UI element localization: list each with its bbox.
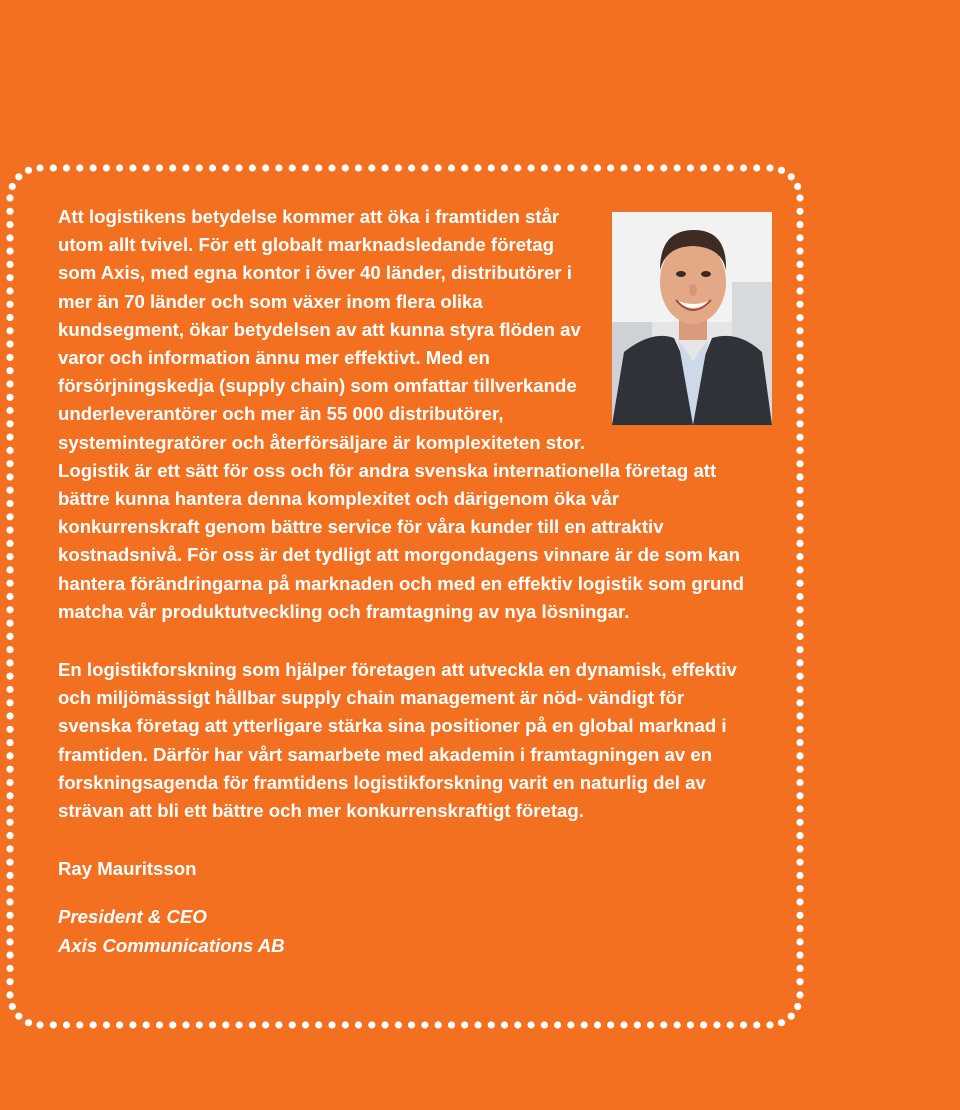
border-dot [143, 164, 150, 171]
border-dot [6, 354, 13, 361]
border-dot [501, 1021, 508, 1028]
border-dot [6, 314, 13, 321]
border-dot [6, 287, 13, 294]
border-dot [6, 859, 13, 866]
border-dot [796, 460, 803, 467]
border-dot [796, 739, 803, 746]
border-dot [554, 164, 561, 171]
border-dot [6, 620, 13, 627]
border-dot [6, 460, 13, 467]
border-dot [567, 1021, 574, 1028]
border-dot [528, 164, 535, 171]
border-dot [713, 164, 720, 171]
border-dot [796, 991, 803, 998]
border-dot [474, 164, 481, 171]
border-dot [6, 566, 13, 573]
letter-body [58, 203, 748, 960]
border-dot [25, 167, 32, 174]
border-dot [395, 1021, 402, 1028]
border-dot [448, 164, 455, 171]
border-dot [209, 164, 216, 171]
border-dot [607, 164, 614, 171]
border-dot [6, 978, 13, 985]
border-dot [6, 420, 13, 427]
border-dot [182, 1021, 189, 1028]
border-dot [796, 261, 803, 268]
border-dot [796, 407, 803, 414]
border-dot [50, 164, 57, 171]
border-dot [796, 527, 803, 534]
border-dot [567, 164, 574, 171]
border-dot [474, 1021, 481, 1028]
border-dot [796, 606, 803, 613]
border-dot [6, 952, 13, 959]
border-dot [103, 164, 110, 171]
border-dot [116, 1021, 123, 1028]
border-dot [607, 1021, 614, 1028]
border-dot [581, 1021, 588, 1028]
border-dot [796, 898, 803, 905]
border-dot [196, 164, 203, 171]
border-dot [796, 394, 803, 401]
border-dot [727, 164, 734, 171]
border-dot [796, 221, 803, 228]
border-dot [788, 1013, 795, 1020]
border-dot [342, 164, 349, 171]
border-dot [182, 164, 189, 171]
border-dot [50, 1021, 57, 1028]
border-dot [674, 164, 681, 171]
border-dot [6, 527, 13, 534]
border-dot [368, 1021, 375, 1028]
border-dot [796, 553, 803, 560]
border-dot [796, 566, 803, 573]
border-dot [382, 1021, 389, 1028]
border-dot [796, 925, 803, 932]
border-dot [222, 164, 229, 171]
border-dot [796, 434, 803, 441]
border-dot [90, 164, 97, 171]
border-dot [9, 1003, 16, 1010]
border-dot [6, 991, 13, 998]
border-dot [6, 261, 13, 268]
border-dot [796, 673, 803, 680]
border-dot [796, 500, 803, 507]
border-dot [289, 1021, 296, 1028]
border-dot [355, 1021, 362, 1028]
border-dot [368, 164, 375, 171]
border-dot [6, 686, 13, 693]
border-dot [796, 805, 803, 812]
paragraph-1: Att logistikens betydelse kommer att öka i framtiden står utom allt tvivel. För ett globalt marknadsledande företag som Axis, med egna kontor i över 40 länder, distributörer i mer än 70 länder och som växer inom flera olika kundsegment, ökar betydelsen av att kunna styra flöden av varor och information ännu mer effektivt. Med en försörjningskedja (supply chain) som omfattar tillverkande underleverantörer och mer än 55 000 distributörer, systemintegratörer och återförsäljare är komplexiteten stor. Logistik är ett sätt för oss och för andra svenska internationella företag att bättre kunna hantera denna komplexitet och därigenom öka vår konkurrenskraft genom bättre service för våra kunder till en attraktiv kostnadsnivå. För oss är det tydligt att morgondagens vinnare är de som kan hantera förändringarna på marknaden och med en effektiv logistik som grund matcha vår produktutveckling och framtagning av nya lösningar. [58, 206, 745, 622]
border-dot [129, 1021, 136, 1028]
border-dot [25, 1019, 32, 1026]
border-dot [209, 1021, 216, 1028]
border-dot [794, 1003, 801, 1010]
border-dot [647, 164, 654, 171]
border-dot [796, 620, 803, 627]
border-dot [700, 164, 707, 171]
border-dot [796, 845, 803, 852]
border-dot [6, 766, 13, 773]
border-dot [796, 513, 803, 520]
border-dot [796, 766, 803, 773]
border-dot [796, 367, 803, 374]
border-dot [796, 859, 803, 866]
border-dot [9, 183, 16, 190]
border-dot [796, 779, 803, 786]
border-dot [76, 1021, 83, 1028]
border-dot [488, 164, 495, 171]
border-dot [796, 327, 803, 334]
border-dot [796, 978, 803, 985]
border-dot [796, 208, 803, 215]
border-dot [796, 473, 803, 480]
border-dot [620, 164, 627, 171]
border-dot [753, 164, 760, 171]
border-dot [634, 164, 641, 171]
border-dot [541, 164, 548, 171]
border-dot [249, 164, 256, 171]
border-dot [541, 1021, 548, 1028]
border-dot [6, 726, 13, 733]
border-dot [6, 367, 13, 374]
border-dot [6, 553, 13, 560]
border-dot [169, 1021, 176, 1028]
border-dot [6, 699, 13, 706]
border-dot [778, 167, 785, 174]
border-dot [6, 659, 13, 666]
border-dot [328, 164, 335, 171]
border-dot [315, 164, 322, 171]
border-dot [6, 327, 13, 334]
border-dot [727, 1021, 734, 1028]
border-dot [6, 712, 13, 719]
border-dot [435, 1021, 442, 1028]
border-dot [6, 633, 13, 640]
border-dot [169, 164, 176, 171]
border-dot [6, 832, 13, 839]
border-dot [6, 739, 13, 746]
border-dot [660, 1021, 667, 1028]
border-dot [796, 593, 803, 600]
border-dot [660, 164, 667, 171]
border-dot [6, 898, 13, 905]
border-dot [796, 965, 803, 972]
border-dot [796, 819, 803, 826]
border-dot [6, 487, 13, 494]
border-dot [6, 646, 13, 653]
border-dot [76, 164, 83, 171]
border-dot [15, 173, 22, 180]
border-dot [302, 1021, 309, 1028]
border-dot [6, 912, 13, 919]
border-dot [6, 301, 13, 308]
signature-company: Axis Communications AB [58, 934, 285, 956]
border-dot [6, 394, 13, 401]
border-dot [796, 580, 803, 587]
border-dot [262, 164, 269, 171]
border-dot [6, 885, 13, 892]
border-dot [620, 1021, 627, 1028]
signature-title: President & CEO [58, 906, 207, 928]
border-dot [6, 513, 13, 520]
border-dot [796, 699, 803, 706]
border-dot [6, 434, 13, 441]
border-dot [421, 164, 428, 171]
border-dot [156, 164, 163, 171]
border-dot [461, 164, 468, 171]
border-dot [6, 473, 13, 480]
border-dot [408, 164, 415, 171]
border-dot [116, 164, 123, 171]
border-dot [408, 1021, 415, 1028]
border-dot [6, 341, 13, 348]
border-dot [796, 659, 803, 666]
border-dot [796, 540, 803, 547]
border-dot [796, 752, 803, 759]
border-dot [796, 447, 803, 454]
border-dot [103, 1021, 110, 1028]
border-dot [342, 1021, 349, 1028]
border-dot [6, 938, 13, 945]
border-dot [156, 1021, 163, 1028]
border-dot [302, 164, 309, 171]
border-dot [796, 938, 803, 945]
border-dot [788, 173, 795, 180]
border-dot [488, 1021, 495, 1028]
border-dot [6, 819, 13, 826]
border-dot [249, 1021, 256, 1028]
border-dot [766, 164, 773, 171]
signature-name: Ray Mauritsson [58, 858, 197, 880]
border-dot [6, 221, 13, 228]
border-dot [36, 164, 43, 171]
border-dot [6, 194, 13, 201]
border-dot [796, 274, 803, 281]
border-dot [634, 1021, 641, 1028]
border-dot [594, 164, 601, 171]
border-dot [753, 1021, 760, 1028]
border-dot [328, 1021, 335, 1028]
border-dot [6, 407, 13, 414]
border-dot [528, 1021, 535, 1028]
border-dot [514, 1021, 521, 1028]
border-dot [796, 686, 803, 693]
border-dot [129, 164, 136, 171]
border-dot [6, 606, 13, 613]
border-dot [796, 287, 803, 294]
border-dot [236, 164, 243, 171]
border-dot [6, 540, 13, 547]
border-dot [6, 752, 13, 759]
border-dot [395, 164, 402, 171]
border-dot [6, 234, 13, 241]
border-dot [262, 1021, 269, 1028]
border-dot [236, 1021, 243, 1028]
border-dot [6, 447, 13, 454]
border-dot [796, 354, 803, 361]
border-dot [63, 164, 70, 171]
border-dot [90, 1021, 97, 1028]
border-dot [581, 164, 588, 171]
border-dot [6, 779, 13, 786]
border-dot [6, 500, 13, 507]
border-dot [222, 1021, 229, 1028]
border-dot [766, 1021, 773, 1028]
paragraph-2: En logistikforskning som hjälper företagen att utveckla en dynamisk, effektiv och miljömässigt hållbar supply chain management är nöd- vändigt för svenska företag att ytterligare stärka sina positioner på en global marknad i framtiden. Därför har vårt samarbete med akademin i framtagningen av en forskningsagenda för framtidens logistikforskning varit en naturlig del av strävan att bli ett bättre och mer konkurrenskraftigt företag. [58, 659, 737, 822]
border-dot [355, 164, 362, 171]
border-dot [143, 1021, 150, 1028]
border-dot [796, 832, 803, 839]
border-dot [796, 872, 803, 879]
border-dot [6, 380, 13, 387]
border-dot [63, 1021, 70, 1028]
border-dot [796, 646, 803, 653]
border-dot [382, 164, 389, 171]
border-dot [796, 633, 803, 640]
border-dot [6, 925, 13, 932]
border-dot [36, 1021, 43, 1028]
border-dot [796, 420, 803, 427]
border-dot [713, 1021, 720, 1028]
border-dot [740, 1021, 747, 1028]
border-dot [687, 164, 694, 171]
border-dot [6, 274, 13, 281]
border-dot [6, 248, 13, 255]
border-dot [796, 234, 803, 241]
border-dot [740, 164, 747, 171]
border-dot [6, 580, 13, 587]
border-dot [315, 1021, 322, 1028]
border-dot [674, 1021, 681, 1028]
border-dot [6, 792, 13, 799]
border-dot [796, 487, 803, 494]
border-dot [796, 301, 803, 308]
border-dot [275, 164, 282, 171]
border-dot [796, 380, 803, 387]
border-dot [514, 164, 521, 171]
border-dot [778, 1019, 785, 1026]
border-dot [796, 248, 803, 255]
border-dot [15, 1013, 22, 1020]
border-dot [796, 952, 803, 959]
border-dot [6, 965, 13, 972]
border-dot [554, 1021, 561, 1028]
border-dot [275, 1021, 282, 1028]
border-dot [700, 1021, 707, 1028]
border-dot [796, 194, 803, 201]
border-dot [794, 183, 801, 190]
border-dot [796, 341, 803, 348]
border-dot [594, 1021, 601, 1028]
border-dot [6, 593, 13, 600]
border-dot [647, 1021, 654, 1028]
border-dot [687, 1021, 694, 1028]
border-dot [6, 845, 13, 852]
border-dot [6, 208, 13, 215]
border-dot [796, 912, 803, 919]
border-dot [796, 792, 803, 799]
border-dot [196, 1021, 203, 1028]
border-dot [435, 164, 442, 171]
border-dot [461, 1021, 468, 1028]
portrait-photo [612, 212, 772, 425]
border-dot [501, 164, 508, 171]
border-dot [289, 164, 296, 171]
border-dot [421, 1021, 428, 1028]
border-dot [448, 1021, 455, 1028]
border-dot [796, 712, 803, 719]
border-dot [6, 673, 13, 680]
border-dot [796, 726, 803, 733]
border-dot [6, 805, 13, 812]
border-dot [796, 885, 803, 892]
border-dot [796, 314, 803, 321]
border-dot [6, 872, 13, 879]
